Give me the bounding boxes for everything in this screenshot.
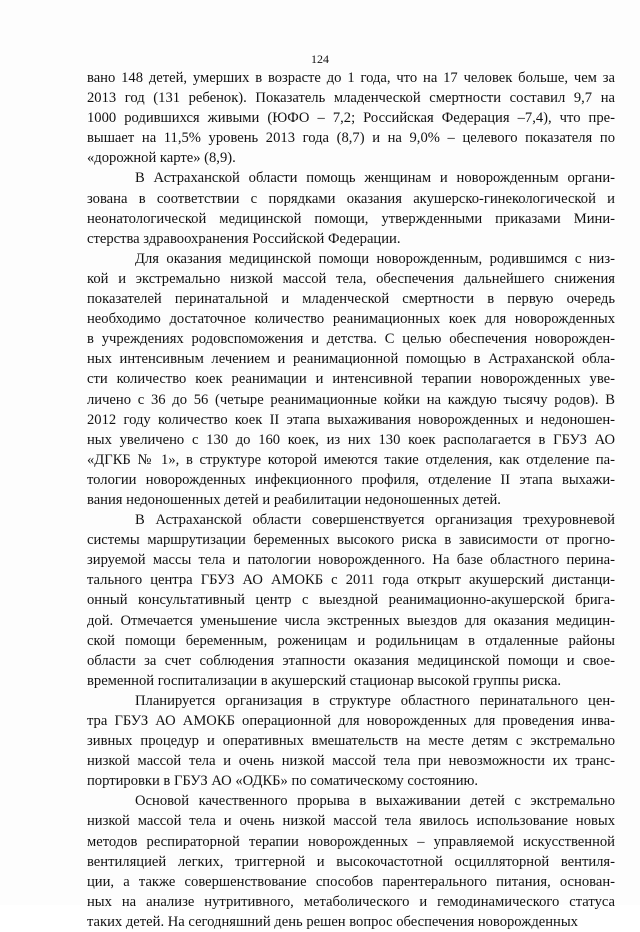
text-line: Основой качественного прорыва в выхаживании детей с экстремально: [135, 793, 615, 810]
text-line: неонатологической медицинской помощи, утвержденными приказами Мини-: [87, 210, 615, 227]
paragraph: [87, 68, 615, 168]
text-line: методов респираторной терапии новорожденных – управляемой искусственной: [87, 833, 615, 850]
paragraph: [87, 691, 615, 791]
text-line: низкой массой тела и очень низкой массой тела явилось использование новых: [87, 813, 615, 830]
text-line: вышает на 11,5% уровень 2013 года (8,7) и на 9,0% – целевого показателя по: [87, 130, 615, 147]
text-line: таких детей. На сегодняшний день решен вопрос обеспечения новорожденных: [87, 913, 578, 930]
text-line: в учреждениях родовспоможения и детства. С целью обеспечения новорожден-: [87, 331, 615, 348]
text-line: Для оказания медицинской помощи новорожденным, родившимся с низ-: [135, 250, 615, 267]
text-line: тра ГБУЗ АО АМОКБ операционной для новорожденных для проведения инва-: [87, 713, 615, 729]
page-number: 124: [311, 52, 329, 66]
text-line: зируемой массы тела и патологии новорожденного. На базе областного перина-: [87, 552, 615, 569]
text-line: сти количество коек реанимации и интенсивной терапии новорожденных уве-: [87, 371, 615, 388]
text-line: В Астраханской области совершенствуется организация трехуровневой: [135, 512, 615, 529]
text-line: кой и экстремально низкой массой тела, обеспечения дальнейшего снижения: [87, 270, 615, 287]
text-line: стерства здравоохранения Российской Федерации.: [87, 230, 401, 247]
paragraph: [87, 249, 615, 510]
text-line: вано 148 детей, умерших в возрасте до 1 года, что на 17 человек больше, чем за: [87, 70, 615, 86]
text-line: ных увеличено с 130 до 160 коек, из них 130 коек располагается в ГБУЗ АО: [87, 431, 615, 448]
text-line: ных интенсивным лечением и реанимационной помощью в Астраханской обла-: [87, 351, 615, 368]
text-line: В Астраханской области помощь женщинам и новорожденным органи-: [135, 170, 615, 187]
text-line: онный консультативный центр с выездной реанимационно-акушерской брига-: [87, 592, 615, 609]
text-line: «ДГКБ № 1», в структуре которой имеются такие отделения, как отделение па-: [87, 451, 615, 468]
text-line: тологии новорожденных инфекционного профиля, отделение II этапа выхажи-: [87, 471, 615, 488]
text-line: личено с 36 до 56 (четыре реанимационные койки на каждую тысячу родов). В: [87, 391, 615, 408]
text-line: зивных процедур и оперативных вмешательств на месте детям с экстремально: [87, 733, 615, 750]
text-line: временной госпитализации в акушерский стационар высокой группы риска.: [87, 672, 562, 689]
text-line: «дорожной карте» (8,9).: [87, 150, 236, 167]
paragraph: [87, 510, 615, 691]
text-line: области за счет соблюдения этапности оказания медицинской помощи и свое-: [87, 652, 615, 669]
text-line: 2012 году количество коек II этапа выхаживания новорожденных и недоношен-: [87, 411, 615, 428]
text-line: показателей перинатальной и младенческой смертности в первую очередь: [87, 291, 615, 308]
text-line: низкой массой тела и очень низкой массой тела при невозможности их транс-: [87, 753, 615, 770]
paragraph: [87, 791, 615, 932]
text-line: системы маршрутизации беременных высокого риска в зависимости от прогно-: [87, 532, 615, 549]
text-line: тального центра ГБУЗ АО АМОКБ с 2011 года открыт акушерский дистанци-: [87, 572, 615, 589]
text-line: ции, а также совершенствование способов парентерального питания, основан-: [87, 873, 615, 890]
text-line: необходимо достаточное количество реанимационных коек для новорожденных: [87, 311, 615, 328]
text-line: вания недоношенных детей и реабилитации недоношенных детей.: [87, 491, 501, 508]
text-line: 1000 родившихся живыми (ЮФО – 7,2; Российская Федерация –7,4), что пре-: [87, 110, 615, 127]
text-line: зована в соответствии с порядками оказания акушерско-гинекологической и: [87, 190, 615, 207]
text-line: Планируется организация в структуре областного перинатального цен-: [135, 692, 615, 709]
text-line: портировки в ГБУЗ АО «ОДКБ» по соматическому состоянию.: [87, 773, 479, 790]
text-line: ской помощи беременным, роженицам и родильницам в отдаленные районы: [87, 632, 615, 649]
text-line: 2013 год (131 ребенок). Показатель младенческой смертности составил 9,7 на: [87, 90, 615, 107]
text-line: вентиляцией легких, триггерной и высокочастотной осцилляторной вентиля-: [87, 853, 615, 870]
paragraph: [87, 168, 615, 248]
text-line: дой. Отмечается уменьшение числа экстренных выездов для оказания медицин-: [87, 612, 615, 629]
body-text: [87, 68, 615, 932]
text-line: ных на анализе нутритивного, метаболического и гемодинамического статуса: [87, 893, 615, 910]
